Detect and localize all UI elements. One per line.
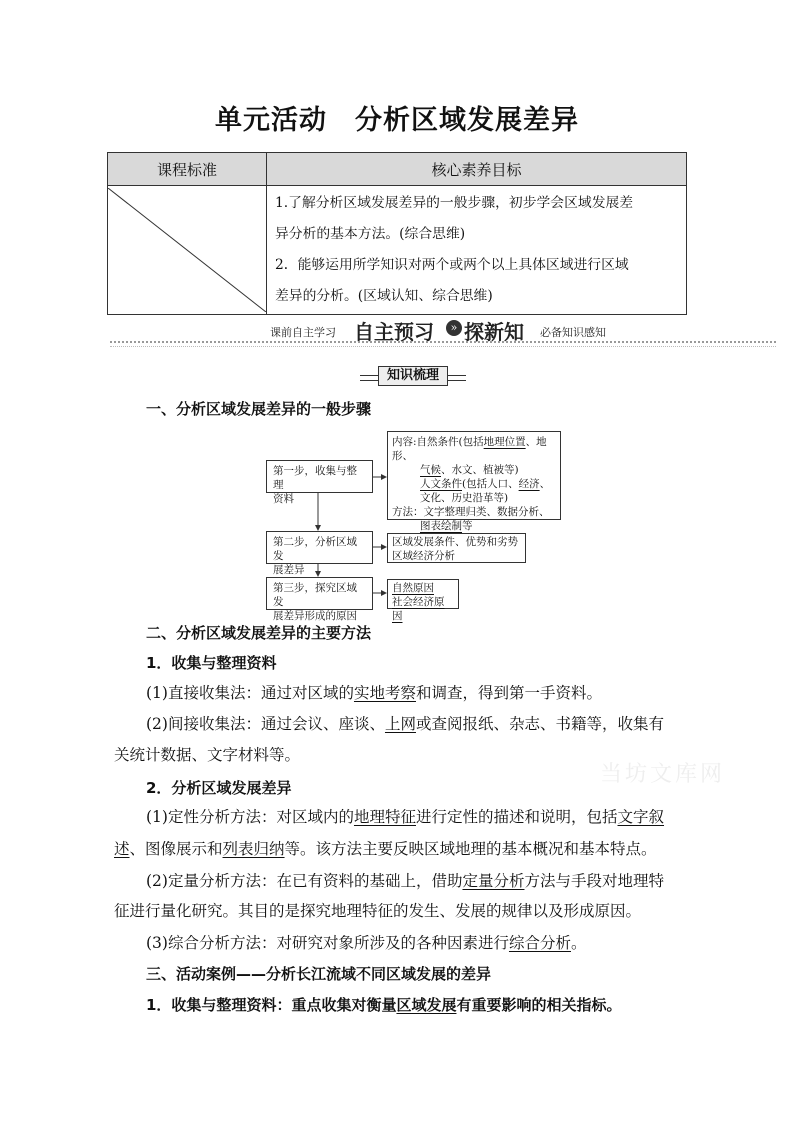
s3-p1b: 有重要影响的相关指标。 [456,996,622,1014]
s3-p1a: 1．收集与整理资料：重点收集对衡量 [146,996,397,1014]
section2-sub1: 1．收集与整理资料 [146,654,277,672]
content-l2-underlined: 气候 [420,464,441,476]
p3b: 进行定性的描述和说明，包括 [415,808,618,826]
p1b: 和调查，得到第一手资料。 [415,684,602,702]
section-tag-label: 知识梳理 [378,366,448,386]
content-l3-underlined2: 经济 [518,478,540,490]
p1a: (1)直接收集法：通过对区域的 [146,684,354,702]
diagonal-cell [108,186,267,315]
content-l6-underlined: 图表绘制 [420,520,462,532]
p4a: (2)定量分析方法：在已有资料的基础上，借助 [146,872,463,890]
s3-p1-underlined: 区域发展 [396,996,457,1014]
title-part1: 单元活动 [215,105,327,136]
paragraph-qualitative [146,802,716,832]
step1-box [266,460,373,505]
content-l4: 文化、历史沿革等) [420,492,509,504]
banner-big1: 自主预习 [354,320,434,344]
goals-cell [267,186,687,315]
p5a: (3)综合分析方法：对研究对象所涉及的各种因素进行 [146,934,509,952]
content-l3c: 、 [539,478,551,490]
dotted-divider-2 [110,346,776,347]
step3-line2: 展差异形成的原因 [273,610,357,622]
content-l3b: (包括人口、 [462,478,519,490]
p1-underlined: 实地考察 [353,684,416,702]
p3-underlined4: 列表归纳 [222,840,285,858]
step3-box [266,577,373,622]
p3-underlined1: 地理特征 [353,808,416,826]
p2b: 或查阅报纸、杂志、书籍等，收集有 [415,715,664,733]
content-l5: 方法：文字整理归类、数据分析、 [392,506,550,518]
title-part2: 分析区域发展差异 [355,105,579,136]
goal1-line1: 1.了解分析区域发展差异的一般步骤，初步学会区域发展差 [275,195,634,211]
content-l6b: 等 [462,520,473,532]
p3-underlined2: 文字叙 [617,808,665,826]
banner-left-text: 课前自主学习 [270,326,336,339]
p3-underlined3: 述 [114,840,130,858]
col-header-standards: 课程标准 [108,153,267,186]
step1-line2: 资料 [273,493,294,505]
section-banner [110,316,776,342]
content-l2b: 、水文、植被等) [441,464,519,476]
section2-sub2: 2．分析区域发展差异 [146,779,292,797]
content-l1-underlined: 地理位置 [483,436,526,448]
step2-line2: 展差异 [273,564,305,576]
section2-heading: 二、分析区域发展差异的主要方法 [146,624,372,642]
goal2-line2: 差异的分析。(区域认知、综合思维) [275,288,493,304]
p3d: 等。该方法主要反映区域地理的基本概况和基本特点。 [284,840,657,858]
p2-underlined: 上网 [384,715,416,733]
step2-line1: 第二步，分析区域发 [273,536,357,562]
analysis-line1: 区域发展条件、优势和劣势 [392,536,518,548]
paragraph-comprehensive [146,928,716,958]
banner-right-text: 必备知识感知 [540,326,606,339]
goal1-line2: 异分析的基本方法。(综合思维) [275,226,466,242]
paragraph-quantitative [146,866,716,896]
goal2-line1: 2．能够运用所学知识对两个或两个以上具体区域进行区域 [275,257,629,273]
paragraph-qualitative-cont [114,834,714,864]
step2-box [266,531,373,576]
causes-line2: 社会经济原因 [392,596,445,622]
p3c: 、图像展示和 [129,840,223,858]
chevron-right-icon: » [446,320,462,336]
paragraph-indirect-cont: 关统计数据、文字材料等。 [114,746,301,764]
diagonal-line [108,188,266,312]
banner-big2: 探新知 [464,320,524,344]
tag-deco-right [448,375,466,381]
col-header-goals: 核心素养目标 [267,153,687,186]
p2a: (2)间接收集法：通过会议、座谈、 [146,715,385,733]
p5-underlined: 综合分析 [508,934,571,952]
content-l1a: 内容:自然条件(包括 [392,436,484,448]
section-tag [360,366,466,386]
p3a: (1)定性分析方法：对区域内的 [146,808,354,826]
causes-line1: 自然原因 [392,582,434,594]
content-l3-underlined: 人文条件 [420,478,462,490]
dotted-divider [110,341,776,343]
content-box [387,431,561,532]
step1-line1: 第一步，收集与整理 [273,465,357,491]
step3-line1: 第三步，探究区域发 [273,582,357,608]
standards-table [107,152,687,315]
p4b: 方法与手段对地理特 [524,872,664,890]
paragraph-quantitative-cont: 征进行量化研究。其目的是探究地理特征的发生、发展的规律以及形成原因。 [114,902,642,920]
watermark: 当坊文库网 [600,762,726,787]
paragraph-activity [146,990,716,1020]
section1-heading: 一、分析区域发展差异的一般步骤 [146,400,372,418]
section3-heading: 三、活动案例——分析长江流域不同区域发展的差异 [146,965,492,983]
causes-box [387,579,459,622]
analysis-box [387,533,526,563]
tag-deco-left [360,375,378,381]
p4-underlined: 定量分析 [462,872,525,890]
analysis-line2: 区域经济分析 [392,550,455,562]
paragraph-indirect-collection [146,709,706,739]
paragraph-direct-collection [146,678,706,708]
page-title [0,98,794,137]
p5b: 。 [570,934,587,952]
content-l1b: 、地形、 [392,436,547,462]
